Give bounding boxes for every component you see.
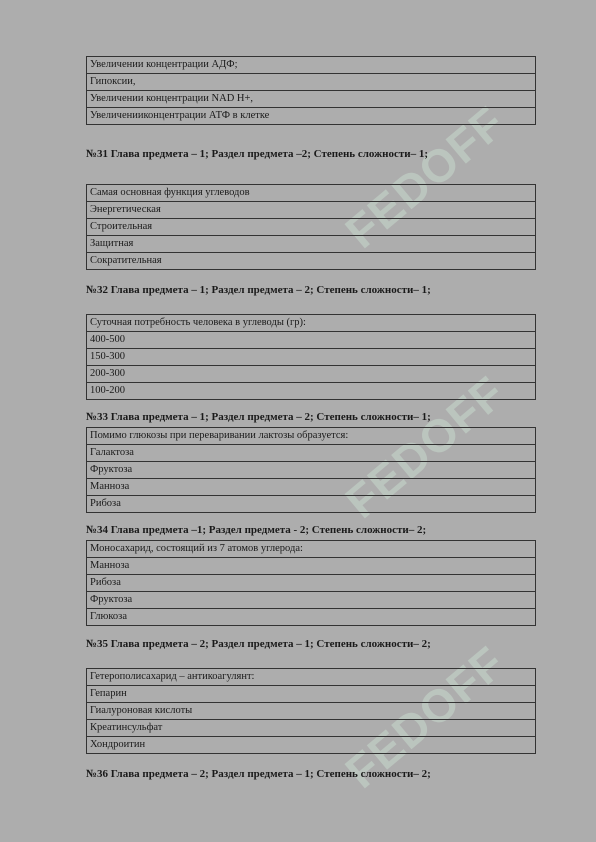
question-table — [86, 427, 536, 513]
answer-option: 150-300 — [87, 349, 536, 366]
answer-option: Гиалуроновая кислоты — [87, 703, 536, 720]
question-header: №35 Глава предмета – 2; Раздел предмета – 1; Степень сложности– 2; — [86, 638, 431, 650]
answer-option: 100-200 — [87, 383, 536, 400]
answer-option: Рибоза — [87, 575, 536, 592]
answer-option: Фруктоза — [87, 462, 536, 479]
question-text: Моносахарид, состоящий из 7 атомов углерода: — [87, 541, 536, 558]
answer-option: Рибоза — [87, 496, 536, 513]
question-header: №31 Глава предмета – 1; Раздел предмета –2; Степень сложности– 1; — [86, 148, 428, 160]
table-row: Гипоксии, — [87, 74, 536, 91]
answer-option: 400-500 — [87, 332, 536, 349]
question-text: Самая основная функция углеводов — [87, 185, 536, 202]
answer-option: Строительная — [87, 219, 536, 236]
question-table — [86, 184, 536, 270]
table-row: Увеличенииконцентрации АТФ в клетке — [87, 108, 536, 125]
question-table — [86, 668, 536, 754]
question-header: №33 Глава предмета – 1; Раздел предмета – 2; Степень сложности– 1; — [86, 411, 431, 423]
answer-option: Манноза — [87, 558, 536, 575]
watermark: FEDOFF — [335, 366, 515, 528]
question-text: Гетерополисахарид – антикоагулянт: — [87, 669, 536, 686]
question-text: Суточная потребность человека в углеводы (гр): — [87, 315, 536, 332]
answer-option: Манноза — [87, 479, 536, 496]
table-row: Увеличении концентрации NAD H+, — [87, 91, 536, 108]
question-header: №36 Глава предмета – 2; Раздел предмета – 1; Степень сложности– 2; — [86, 768, 431, 780]
question-header: №32 Глава предмета – 1; Раздел предмета – 2; Степень сложности– 1; — [86, 284, 431, 296]
answer-option: Энергетическая — [87, 202, 536, 219]
answer-option: Гепарин — [87, 686, 536, 703]
question-header: №34 Глава предмета –1; Раздел предмета - 2; Степень сложности– 2; — [86, 524, 427, 536]
answer-option: Сократительная — [87, 253, 536, 270]
table-row: Увеличении концентрации АДФ; — [87, 57, 536, 74]
answer-option: Галактоза — [87, 445, 536, 462]
answer-table-continued — [86, 56, 536, 125]
answer-option: Защитная — [87, 236, 536, 253]
answer-option: Креатинсульфат — [87, 720, 536, 737]
answer-option: Хондроитин — [87, 737, 536, 754]
question-text: Помимо глюкозы при переваривании лактозы образуется: — [87, 428, 536, 445]
watermark: FEDOFF — [335, 636, 515, 798]
answer-option: Глюкоза — [87, 609, 536, 626]
answer-option: 200-300 — [87, 366, 536, 383]
question-table — [86, 314, 536, 400]
answer-option: Фруктоза — [87, 592, 536, 609]
watermark: FEDOFF — [335, 96, 515, 258]
question-table — [86, 540, 536, 626]
